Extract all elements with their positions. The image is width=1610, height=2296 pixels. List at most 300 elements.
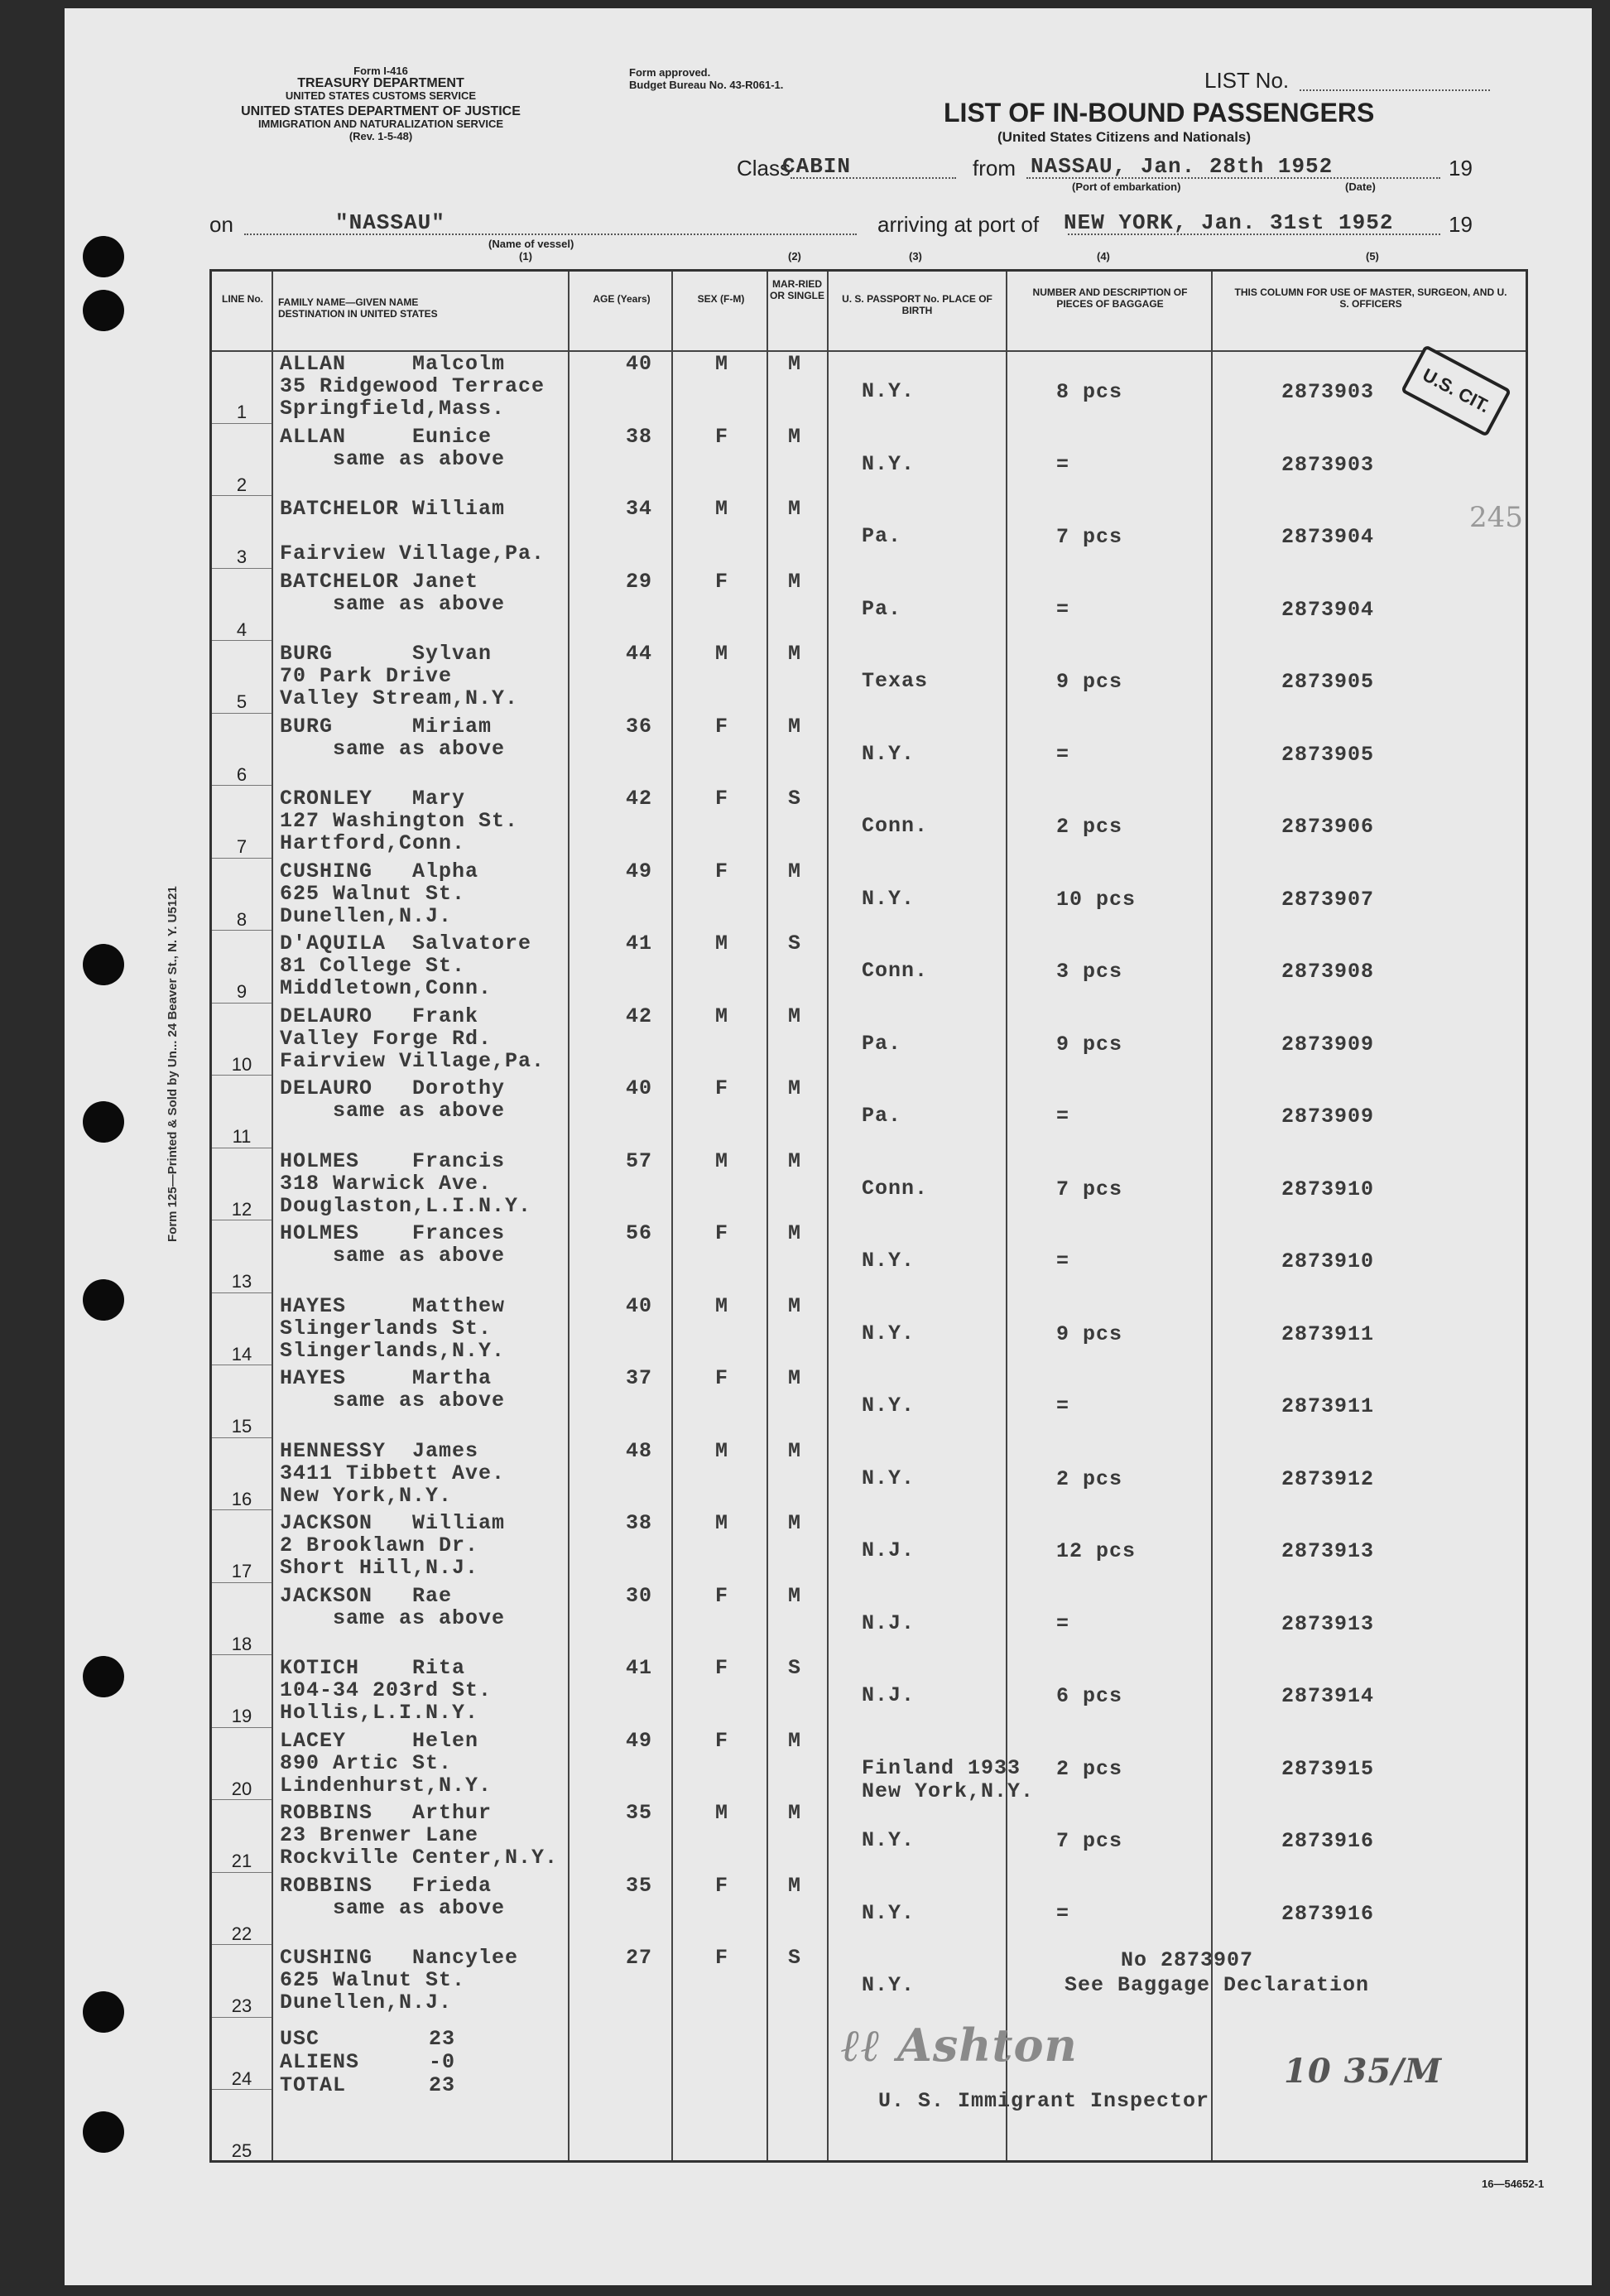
place-of-birth: N.J. bbox=[862, 1538, 916, 1562]
col-age: AGE (Years) bbox=[593, 293, 651, 305]
rev-date: (Rev. 1-5-48) bbox=[348, 130, 413, 142]
marital-status: S bbox=[788, 1656, 802, 1680]
marital-status: M bbox=[788, 1873, 802, 1898]
line-number: 14 bbox=[231, 1343, 252, 1365]
sex: F bbox=[715, 1221, 729, 1245]
place-of-birth: N.Y. bbox=[862, 741, 916, 766]
destination-line-2: Springfield,Mass. bbox=[280, 397, 506, 421]
officer-number: 2873916 bbox=[1281, 1829, 1375, 1853]
passenger-name: LACEY Helen bbox=[280, 1728, 479, 1753]
table-row bbox=[212, 423, 1526, 496]
marital-status: M bbox=[788, 1221, 802, 1245]
arriving-value: NEW YORK, Jan. 31st 1952 bbox=[1064, 210, 1394, 235]
sex: M bbox=[715, 497, 729, 521]
passenger-name: BURG Miriam bbox=[280, 714, 493, 739]
baggage: = bbox=[1056, 742, 1070, 767]
table-row bbox=[212, 568, 1526, 641]
table-row bbox=[212, 785, 1526, 858]
passenger-name: BURG Sylvan bbox=[280, 642, 493, 666]
sex: M bbox=[715, 1148, 729, 1173]
arriving-label: arriving at port of bbox=[877, 212, 1040, 237]
officer-number: 2873911 bbox=[1281, 1394, 1375, 1418]
age: 40 bbox=[626, 1293, 653, 1318]
destination-line-1: same as above bbox=[280, 736, 506, 761]
sex: F bbox=[715, 787, 729, 811]
destination-line-1: 23 Brenwer Lane bbox=[280, 1823, 479, 1847]
age: 44 bbox=[626, 642, 653, 666]
age: 41 bbox=[626, 1656, 653, 1680]
marital-status: M bbox=[788, 1728, 802, 1753]
marital-status: M bbox=[788, 1004, 802, 1028]
passenger-name: ALLAN Malcolm bbox=[280, 352, 506, 376]
place-of-birth: Pa. bbox=[862, 596, 902, 621]
officer-number: 2873909 bbox=[1281, 1105, 1375, 1129]
place-of-birth: Conn. bbox=[862, 959, 929, 983]
destination-line-2: Hartford,Conn. bbox=[280, 831, 466, 855]
sex: F bbox=[715, 859, 729, 883]
passenger-name: HOLMES Frances bbox=[280, 1221, 506, 1245]
passenger-name: JACKSON William bbox=[280, 1511, 506, 1535]
time-note: 10 35/M bbox=[1284, 2052, 1443, 2091]
col-married: MAR-RIED OR SINGLE bbox=[770, 278, 825, 301]
justice-dept: UNITED STATES DEPARTMENT OF JUSTICE bbox=[241, 104, 521, 118]
table-row bbox=[212, 495, 1526, 568]
officer-number: 2873903 bbox=[1281, 452, 1375, 477]
passenger-name: HAYES Matthew bbox=[280, 1293, 506, 1318]
on-label: on bbox=[209, 212, 233, 237]
age: 40 bbox=[626, 1076, 653, 1100]
line-number: 10 bbox=[231, 1053, 252, 1075]
line-number: 4 bbox=[236, 619, 248, 640]
age: 36 bbox=[626, 714, 653, 739]
passenger-name: ROBBINS Frieda bbox=[280, 1873, 493, 1898]
destination-line-1: 35 Ridgewood Terrace bbox=[280, 374, 545, 398]
line-number: 18 bbox=[231, 1633, 252, 1654]
destination-line-1: same as above bbox=[280, 591, 506, 616]
list-subtitle: (United States Citizens and Nationals) bbox=[997, 129, 1252, 145]
age: 34 bbox=[626, 497, 653, 521]
passenger-name: BATCHELOR William bbox=[280, 497, 506, 521]
caption-3: (3) bbox=[909, 250, 922, 262]
list-title: LIST OF IN-BOUND PASSENGERS bbox=[944, 98, 1375, 128]
destination-line-1: same as above bbox=[280, 1895, 506, 1920]
sex: M bbox=[715, 1438, 729, 1463]
destination-line-1: 3411 Tibbett Ave. bbox=[280, 1461, 506, 1485]
table-row bbox=[212, 1727, 1526, 1803]
col-baggage: NUMBER AND DESCRIPTION OF PIECES OF BAGGAGE bbox=[1032, 286, 1188, 310]
destination-line-1: same as above bbox=[280, 1244, 506, 1268]
port-emb-caption: (Port of embarkation) bbox=[1072, 181, 1181, 193]
passenger-name: KOTICH Rita bbox=[280, 1656, 466, 1680]
place-of-birth: N.J. bbox=[862, 1683, 916, 1707]
form-approved: Form approved. bbox=[629, 66, 711, 79]
punch-hole bbox=[83, 1656, 124, 1697]
usc-count: 23 bbox=[429, 2027, 456, 2051]
caption-4: (4) bbox=[1097, 250, 1110, 262]
col-sex: SEX (F-M) bbox=[697, 293, 745, 305]
destination-line-2: Hollis,L.I.N.Y. bbox=[280, 1701, 479, 1725]
punch-hole bbox=[83, 1279, 124, 1321]
age: 48 bbox=[626, 1438, 653, 1463]
col-officers: THIS COLUMN FOR USE OF MASTER, SURGEON, AND U. S. OFFICERS bbox=[1234, 286, 1507, 310]
budget-bureau: Budget Bureau No. 43-R061-1. bbox=[629, 79, 784, 91]
punch-hole bbox=[83, 1991, 124, 2033]
marital-status: M bbox=[788, 1511, 802, 1535]
table-row bbox=[212, 858, 1526, 931]
passenger-name: DELAURO Frank bbox=[280, 1004, 479, 1028]
line-number: 13 bbox=[231, 1271, 252, 1292]
ins-service: IMMIGRATION AND NATURALIZATION SERVICE bbox=[257, 118, 504, 130]
total-count: 23 bbox=[429, 2073, 456, 2097]
officer-number: 2873903 bbox=[1281, 380, 1375, 404]
passenger-name: HAYES Martha bbox=[280, 1366, 493, 1390]
age: 57 bbox=[626, 1148, 653, 1173]
baggage: 8 pcs bbox=[1056, 380, 1123, 404]
destination-line-1: 81 College St. bbox=[280, 954, 466, 978]
vessel-value: "NASSAU" bbox=[335, 210, 445, 235]
line-number: 19 bbox=[231, 1706, 252, 1726]
destination-line-2: New York,N.Y. bbox=[280, 1483, 453, 1508]
sex: F bbox=[715, 1873, 729, 1898]
destination-line-1: 104-34 203rd St. bbox=[280, 1678, 493, 1702]
marital-status: M bbox=[788, 1293, 802, 1318]
age: 35 bbox=[626, 1801, 653, 1825]
passenger-name: CRONLEY Mary bbox=[280, 787, 466, 811]
age: 49 bbox=[626, 859, 653, 883]
baggage: = bbox=[1056, 1611, 1070, 1636]
vessel-caption: (Name of vessel) bbox=[488, 238, 574, 250]
baggage: 7 pcs bbox=[1056, 1829, 1123, 1853]
place-of-birth: Pa. bbox=[862, 524, 902, 548]
passenger-name: HENNESSY James bbox=[280, 1438, 479, 1463]
marital-status: M bbox=[788, 352, 802, 376]
sex: M bbox=[715, 931, 729, 955]
aliens-label: ALIENS bbox=[280, 2050, 360, 2074]
class-value: CABIN bbox=[782, 154, 852, 179]
punch-hole bbox=[83, 236, 124, 277]
place-of-birth: N.Y. bbox=[862, 1973, 916, 1997]
treasury-dept: TREASURY DEPARTMENT bbox=[297, 76, 464, 90]
footer-code: 16—54652-1 bbox=[1482, 2178, 1545, 2190]
destination-line-2: Fairview Village,Pa. bbox=[280, 1048, 545, 1073]
usc-label: USC bbox=[280, 2027, 320, 2051]
place-of-birth: N.J. bbox=[862, 1610, 916, 1635]
table-row bbox=[212, 1582, 1526, 1655]
table-row bbox=[212, 640, 1526, 713]
baggage: = bbox=[1056, 1249, 1070, 1273]
baggage: = bbox=[1056, 597, 1070, 622]
inspector-title: U. S. Immigrant Inspector bbox=[878, 2089, 1210, 2113]
sex: F bbox=[715, 714, 729, 739]
age: 35 bbox=[626, 1873, 653, 1898]
destination-line-1: 625 Walnut St. bbox=[280, 1968, 466, 1992]
baggage: 2 pcs bbox=[1056, 815, 1123, 839]
baggage: 6 pcs bbox=[1056, 1684, 1123, 1708]
destination-line-1: same as above bbox=[280, 1605, 506, 1630]
sex: M bbox=[715, 1801, 729, 1825]
destination-line-2: Valley Stream,N.Y. bbox=[280, 686, 519, 710]
passenger-table bbox=[209, 269, 1528, 2163]
officer-number: 2873913 bbox=[1281, 1539, 1375, 1563]
baggage: 9 pcs bbox=[1056, 1321, 1123, 1346]
line-number: 21 bbox=[231, 1851, 252, 1871]
age: 27 bbox=[626, 1946, 653, 1970]
line-number: 24 bbox=[231, 2067, 252, 2089]
place-of-birth: N.Y. bbox=[862, 1466, 916, 1490]
age: 49 bbox=[626, 1728, 653, 1753]
marital-status: S bbox=[788, 931, 802, 955]
officer-number: 2873913 bbox=[1281, 1611, 1375, 1636]
from-label: from bbox=[973, 156, 1016, 181]
age: 38 bbox=[626, 1511, 653, 1535]
baggage: 10 pcs bbox=[1056, 887, 1137, 912]
from-value: NASSAU, Jan. 28th 1952 bbox=[1031, 154, 1334, 179]
officer-number: 2873909 bbox=[1281, 1032, 1375, 1057]
place-of-birth: N.Y. bbox=[862, 1900, 916, 1925]
sex: F bbox=[715, 1728, 729, 1753]
sex: F bbox=[715, 1656, 729, 1680]
table-row bbox=[212, 1365, 1526, 1437]
destination-line-1: 890 Artic St. bbox=[280, 1750, 453, 1775]
date-caption: (Date) bbox=[1345, 181, 1376, 193]
punch-hole bbox=[83, 290, 124, 331]
line-number: 6 bbox=[236, 763, 248, 785]
place-of-birth: Texas bbox=[862, 669, 929, 693]
age: 30 bbox=[626, 1583, 653, 1608]
line-number: 22 bbox=[231, 1923, 252, 1944]
table-row bbox=[212, 1075, 1526, 1148]
officer-number: 2873916 bbox=[1281, 1901, 1375, 1926]
line-number: 15 bbox=[231, 1416, 252, 1437]
baggage: 3 pcs bbox=[1056, 960, 1123, 984]
table-row bbox=[212, 1509, 1526, 1582]
officer-number: 2873910 bbox=[1281, 1177, 1375, 1201]
line-number: 23 bbox=[231, 1995, 252, 2016]
punch-hole bbox=[83, 1101, 124, 1143]
age: 29 bbox=[626, 569, 653, 594]
us-citizen-stamp: U.S. CIT. bbox=[1401, 344, 1511, 437]
marital-status: M bbox=[788, 569, 802, 594]
passenger-name: CUSHING Alpha bbox=[280, 859, 479, 883]
punch-hole bbox=[83, 944, 124, 985]
place-of-birth: Conn. bbox=[862, 1176, 929, 1201]
officer-number: 2873904 bbox=[1281, 597, 1375, 622]
destination-line-2: Middletown,Conn. bbox=[280, 976, 493, 1000]
marital-status: M bbox=[788, 642, 802, 666]
baggage: 7 pcs bbox=[1056, 1177, 1123, 1201]
age: 41 bbox=[626, 931, 653, 955]
place-of-birth: Finland 1933 New York,N.Y. bbox=[862, 1755, 1035, 1803]
sex: F bbox=[715, 1366, 729, 1390]
destination-line-2: Lindenhurst,N.Y. bbox=[280, 1773, 493, 1798]
marital-status: M bbox=[788, 859, 802, 883]
passenger-name: DELAURO Dorothy bbox=[280, 1076, 506, 1100]
officer-number: 2873906 bbox=[1281, 815, 1375, 839]
passenger-name: BATCHELOR Janet bbox=[280, 569, 479, 594]
sex: M bbox=[715, 642, 729, 666]
baggage: 7 pcs bbox=[1056, 525, 1123, 549]
sex: M bbox=[715, 1293, 729, 1318]
see-baggage-declaration: See Baggage Declaration bbox=[1065, 1973, 1370, 1997]
age: 42 bbox=[626, 787, 653, 811]
age: 56 bbox=[626, 1221, 653, 1245]
destination-line-1: same as above bbox=[280, 1389, 506, 1413]
list-no-label: LIST No. bbox=[1204, 68, 1290, 93]
inspector-signature: ℓℓ Ashton bbox=[841, 2019, 1078, 2072]
line-number: 11 bbox=[232, 1126, 252, 1147]
baggage: 2 pcs bbox=[1056, 1466, 1123, 1491]
destination-line-1: 318 Warwick Ave. bbox=[280, 1171, 493, 1196]
destination-line-2: Slingerlands,N.Y. bbox=[280, 1338, 506, 1363]
line-number: 16 bbox=[231, 1488, 252, 1509]
passenger-name: CUSHING Nancylee bbox=[280, 1946, 519, 1970]
sex: M bbox=[715, 1511, 729, 1535]
aliens-count: -0 bbox=[429, 2050, 456, 2074]
class-label: Class bbox=[737, 156, 791, 181]
line-number: 12 bbox=[231, 1198, 252, 1220]
place-of-birth: Pa. bbox=[862, 1031, 902, 1056]
table-row bbox=[212, 2089, 1526, 2162]
destination-line-2: Douglaston,L.I.N.Y. bbox=[280, 1193, 532, 1218]
baggage: 12 pcs bbox=[1056, 1539, 1137, 1563]
destination-line-2: Dunellen,N.J. bbox=[280, 1990, 453, 2014]
passenger-name: D'AQUILA Salvatore bbox=[280, 931, 532, 955]
printer-imprint: Form 125—Printed & Sold by Un... 24 Beaver St., N. Y. U5121 bbox=[166, 886, 180, 1242]
officer-number: 2873914 bbox=[1281, 1684, 1375, 1708]
line-number: 7 bbox=[236, 836, 248, 857]
place-of-birth: N.Y. bbox=[862, 451, 916, 476]
table-row bbox=[212, 1220, 1526, 1292]
table-row bbox=[212, 1799, 1526, 1872]
officer-number: 2873908 bbox=[1281, 960, 1375, 984]
destination-line-1: Slingerlands St. bbox=[280, 1316, 493, 1341]
sex: F bbox=[715, 1946, 729, 1970]
col-line-no: LINE No. bbox=[222, 293, 263, 305]
line-number: 17 bbox=[231, 1561, 252, 1581]
place-of-birth: N.Y. bbox=[862, 1321, 916, 1345]
line-number: 20 bbox=[231, 1778, 252, 1799]
marital-status: M bbox=[788, 1583, 802, 1608]
caption-5: (5) bbox=[1366, 250, 1379, 262]
baggage: = bbox=[1056, 1394, 1070, 1418]
sex: F bbox=[715, 1583, 729, 1608]
place-of-birth: N.Y. bbox=[862, 886, 916, 911]
age: 42 bbox=[626, 1004, 653, 1028]
passenger-name: JACKSON Rae bbox=[280, 1583, 453, 1608]
year-suffix: 19 bbox=[1449, 156, 1473, 181]
table-row bbox=[212, 1292, 1526, 1365]
age: 38 bbox=[626, 424, 653, 449]
col-name: FAMILY NAME—GIVEN NAME DESTINATION IN UNITED STATES bbox=[278, 296, 438, 320]
baggage: 2 pcs bbox=[1056, 1756, 1123, 1781]
line-number: 25 bbox=[231, 2140, 252, 2161]
total-label: TOTAL bbox=[280, 2073, 347, 2097]
form-number: Form I-416 bbox=[353, 65, 408, 77]
table-row bbox=[212, 1872, 1526, 1945]
officer-number: 2873907 bbox=[1281, 887, 1375, 912]
table-row bbox=[212, 930, 1526, 1003]
year-suffix-2: 19 bbox=[1449, 212, 1473, 237]
table-row bbox=[212, 1654, 1526, 1727]
officer-number: 2873915 bbox=[1281, 1756, 1375, 1781]
marital-status: M bbox=[788, 1801, 802, 1825]
officer-number: 2873910 bbox=[1281, 1249, 1375, 1273]
passenger-name: HOLMES Francis bbox=[280, 1148, 506, 1173]
destination-line-1: same as above bbox=[280, 446, 506, 471]
col-passport: U. S. PASSPORT No. PLACE OF BIRTH bbox=[842, 293, 992, 316]
destination-line-2: Fairview Village,Pa. bbox=[280, 542, 545, 566]
punch-hole bbox=[83, 2111, 124, 2153]
table-row bbox=[212, 1003, 1526, 1076]
passenger-name: ROBBINS Arthur bbox=[280, 1801, 493, 1825]
officer-number: 2873905 bbox=[1281, 670, 1375, 694]
place-of-birth: N.Y. bbox=[862, 1249, 916, 1273]
destination-line-1: Valley Forge Rd. bbox=[280, 1026, 493, 1051]
sex: M bbox=[715, 352, 729, 376]
marital-status: M bbox=[788, 714, 802, 739]
line-number: 3 bbox=[236, 546, 248, 567]
marital-status: M bbox=[788, 1366, 802, 1390]
marital-status: M bbox=[788, 1148, 802, 1173]
baggage-ref-no: No 2873907 bbox=[1121, 1948, 1254, 1972]
destination-line-1: 127 Washington St. bbox=[280, 809, 519, 833]
sex: M bbox=[715, 1004, 729, 1028]
baggage: = bbox=[1056, 1105, 1070, 1129]
baggage: = bbox=[1056, 1901, 1070, 1926]
officer-number: 2873904 bbox=[1281, 525, 1375, 549]
marital-status: M bbox=[788, 424, 802, 449]
customs-service: UNITED STATES CUSTOMS SERVICE bbox=[285, 89, 477, 102]
destination-line-1: 625 Walnut St. bbox=[280, 881, 466, 906]
line-number: 9 bbox=[236, 981, 248, 1002]
destination-line-2: Dunellen,N.J. bbox=[280, 903, 453, 928]
sex: F bbox=[715, 569, 729, 594]
baggage: 9 pcs bbox=[1056, 670, 1123, 694]
destination-line-2: Rockville Center,N.Y. bbox=[280, 1846, 559, 1870]
passenger-name: ALLAN Eunice bbox=[280, 424, 493, 449]
sex: F bbox=[715, 424, 729, 449]
destination-line-2: Short Hill,N.J. bbox=[280, 1556, 479, 1580]
age: 37 bbox=[626, 1366, 653, 1390]
destination-line-1: 70 Park Drive bbox=[280, 664, 453, 688]
officer-number: 2873905 bbox=[1281, 742, 1375, 767]
destination-line-1: same as above bbox=[280, 1099, 506, 1123]
marital-status: M bbox=[788, 497, 802, 521]
marital-status: M bbox=[788, 1438, 802, 1463]
line-number: 5 bbox=[236, 691, 248, 712]
line-number: 2 bbox=[236, 474, 248, 495]
place-of-birth: Pa. bbox=[862, 1104, 902, 1128]
place-of-birth: Conn. bbox=[862, 814, 929, 838]
baggage: = bbox=[1056, 452, 1070, 477]
table-row bbox=[212, 713, 1526, 786]
place-of-birth: N.Y. bbox=[862, 1828, 916, 1852]
line-number: 1 bbox=[236, 402, 248, 422]
margin-number: 245 bbox=[1469, 501, 1523, 534]
age: 40 bbox=[626, 352, 653, 376]
marital-status: S bbox=[788, 787, 802, 811]
place-of-birth: N.Y. bbox=[862, 379, 916, 403]
table-row bbox=[212, 1437, 1526, 1510]
table-row bbox=[212, 350, 1526, 423]
officer-number: 2873911 bbox=[1281, 1321, 1375, 1346]
baggage: 9 pcs bbox=[1056, 1032, 1123, 1057]
caption-2: (2) bbox=[788, 250, 801, 262]
table-row bbox=[212, 1148, 1526, 1220]
destination-line-1: 2 Brooklawn Dr. bbox=[280, 1533, 479, 1557]
caption-1: (1) bbox=[519, 250, 532, 262]
line-number: 8 bbox=[236, 908, 248, 930]
